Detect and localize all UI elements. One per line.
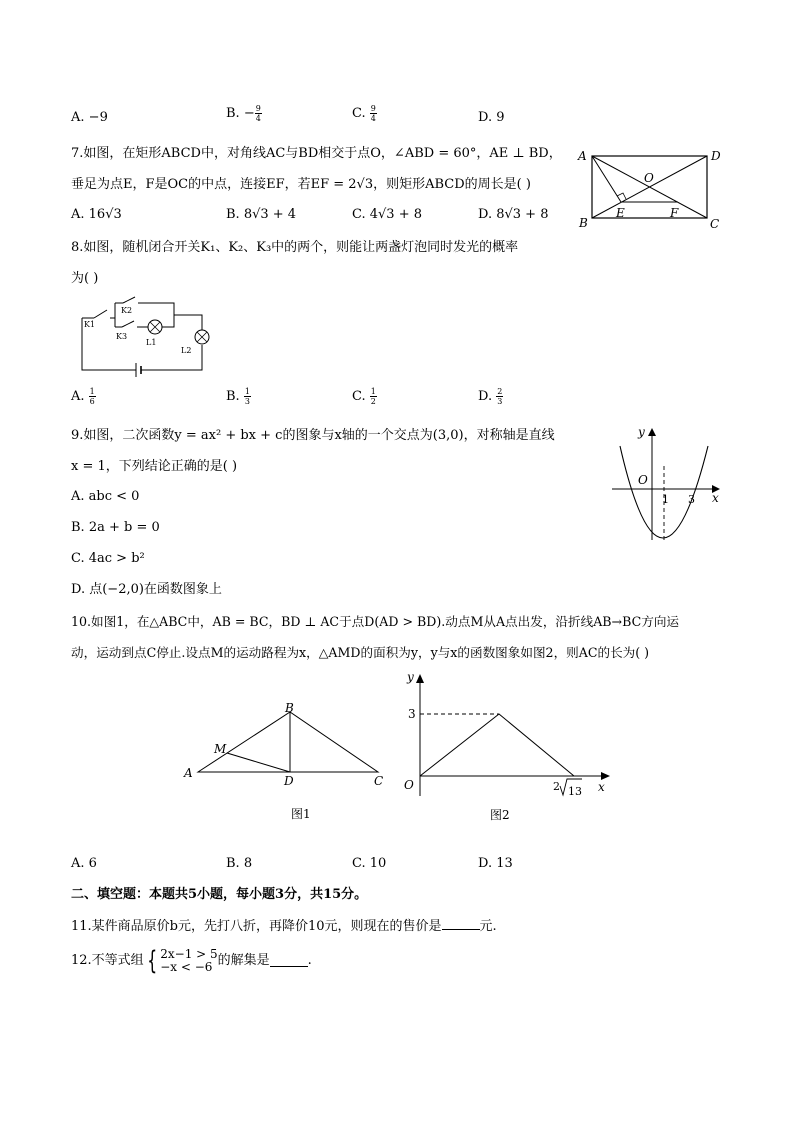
q8-stem-line1: 8.如图，随机闭合开关K₁、K₂、K₃中的两个，则能让两盏灯泡同时发光的概率: [71, 240, 519, 255]
label-a: A: [184, 766, 193, 780]
q7-stem-line2: 垂足为点E，F是OC的中点，连接EF，若EF = 2√3，则矩形ABCD的周长是( ): [71, 177, 531, 192]
q12-suffix: 的解集是: [217, 953, 270, 968]
q9-parabola-figure: [608, 422, 728, 546]
q10-stem-line1: 10.如图1，在△ABC中，AB = BC，BD ⊥ AC于点D(AD > BD).动点M从A点出发，沿折线AB→BC方向运: [71, 614, 680, 629]
x-axis-arrow: [601, 772, 610, 780]
q10-option-a: A. 6: [71, 856, 97, 871]
label-o: O: [638, 473, 648, 487]
q6-option-c: C. $\frac{9}{4}$: [352, 104, 376, 123]
label-d: D: [711, 149, 721, 163]
q9-stem-line2: x = 1，下列结论正确的是( ): [71, 459, 238, 474]
section2-heading: 二、填空题：本题共5小题，每小题3分，共15分。: [71, 887, 368, 902]
q9-option-b: B. 2a + b = 0: [71, 520, 160, 535]
q11-stem: [71, 918, 497, 935]
q10-figure1-triangle: [180, 698, 400, 802]
label-end-rad: 13: [568, 785, 582, 798]
label-x: x: [712, 491, 719, 505]
label-k3: K3: [116, 332, 128, 341]
label-b: B: [285, 701, 294, 715]
q10-figure2-caption: 图2: [490, 808, 510, 822]
q11-answer-blank[interactable]: [442, 918, 480, 930]
circuit-wire-right: [141, 345, 202, 370]
q8-stem-line2: 为( ): [71, 271, 99, 286]
q12-answer-blank[interactable]: [270, 955, 308, 967]
q10-figure2-graph: [398, 666, 618, 810]
label-b: B: [579, 216, 588, 230]
q12-inequality-system: [144, 948, 218, 974]
q12-prefix: 12.不等式组: [71, 953, 144, 968]
q6-option-b: B. − $\frac{9}{4}$: [226, 104, 261, 123]
label-k1: K1: [84, 320, 96, 329]
q12-end: .: [307, 953, 312, 968]
y-axis-arrow: [416, 674, 424, 683]
q7-option-b: B. 8√3 + 4: [226, 207, 297, 222]
label-x: x: [598, 780, 605, 794]
q12-brace: {: [146, 946, 157, 976]
q12-stem: [71, 946, 312, 976]
q8-option-a: A. $\frac{1}{6}$: [71, 387, 95, 406]
label-3: 3: [408, 707, 416, 721]
label-f: F: [670, 206, 679, 220]
function-graph: [420, 714, 574, 776]
label-y: y: [638, 425, 645, 439]
q10-stem-line2: 动，运动到点C停止.设点M的运动路程为x，△AMD的面积为y，y与x的函数图象如图2，则AC的长为( ): [71, 645, 650, 660]
q8-option-c: C. $\frac{1}{2}$: [352, 387, 376, 406]
segment-ae: [592, 156, 621, 202]
q6-option-d: D. 9: [478, 110, 505, 125]
label-d: D: [284, 774, 294, 788]
q12-row1: 2x−1 > 5: [160, 947, 218, 961]
label-c: C: [374, 774, 384, 788]
label-a: A: [578, 149, 587, 163]
wire-k2-out: [138, 303, 174, 315]
q7-option-d: D. 8√3 + 8: [478, 207, 549, 222]
q8-option-b: B. $\frac{1}{3}$: [226, 387, 250, 406]
label-o: O: [644, 171, 654, 185]
q12-row2: −x < −6: [160, 960, 213, 974]
q9-option-a: A. abc < 0: [71, 489, 140, 504]
label-k2: K2: [121, 306, 133, 315]
q7-option-c: C. 4√3 + 8: [352, 207, 423, 222]
label-3: 3: [688, 493, 695, 506]
segment-md: [227, 753, 290, 772]
q9-stem-line1: 9.如图，二次函数y = ax² + bx + c的图象与x轴的一个交点为(3,0)，对称轴是直线: [71, 428, 555, 443]
q6-option-a: A. −9: [71, 110, 108, 125]
q9-option-c: C. 4ac > b²: [71, 551, 145, 566]
q8-circuit-figure: [74, 293, 214, 387]
q10-option-d: D. 13: [478, 856, 513, 871]
label-1: 1: [662, 493, 669, 506]
q8-option-d: D. $\frac{2}{3}$: [478, 387, 503, 406]
switch-k1: [94, 310, 107, 318]
q7-rectangle-figure: [572, 144, 732, 238]
label-y: y: [407, 670, 414, 684]
q11-prefix: 11.某件商品原价b元，先打八折，再降价10元，则现在的售价是: [71, 919, 442, 934]
q7-stem-line1: 7.如图，在矩形ABCD中，对角线AC与BD相交于点O，∠ABD = 60°，AE ⊥ BD，: [71, 146, 562, 161]
label-c: C: [710, 217, 720, 231]
switch-k3: [122, 321, 134, 327]
q11-suffix: 元.: [479, 919, 497, 934]
wire-l1-to-l2: [162, 315, 202, 330]
q9-option-d: D. 点(−2,0)在函数图象上: [71, 582, 222, 597]
q10-figure1-caption: 图1: [291, 807, 311, 821]
label-o: O: [404, 778, 414, 792]
label-l2: L2: [181, 346, 192, 355]
label-l1: L1: [146, 338, 157, 347]
q7-option-a: A. 16√3: [71, 207, 122, 222]
y-axis-arrow: [648, 428, 656, 436]
q10-option-c: C. 10: [352, 856, 387, 871]
switch-k2: [123, 297, 135, 303]
label-e: E: [616, 206, 625, 220]
label-m: M: [214, 742, 227, 756]
label-end-coef: 2: [553, 780, 560, 793]
q10-option-b: B. 8: [226, 856, 253, 871]
